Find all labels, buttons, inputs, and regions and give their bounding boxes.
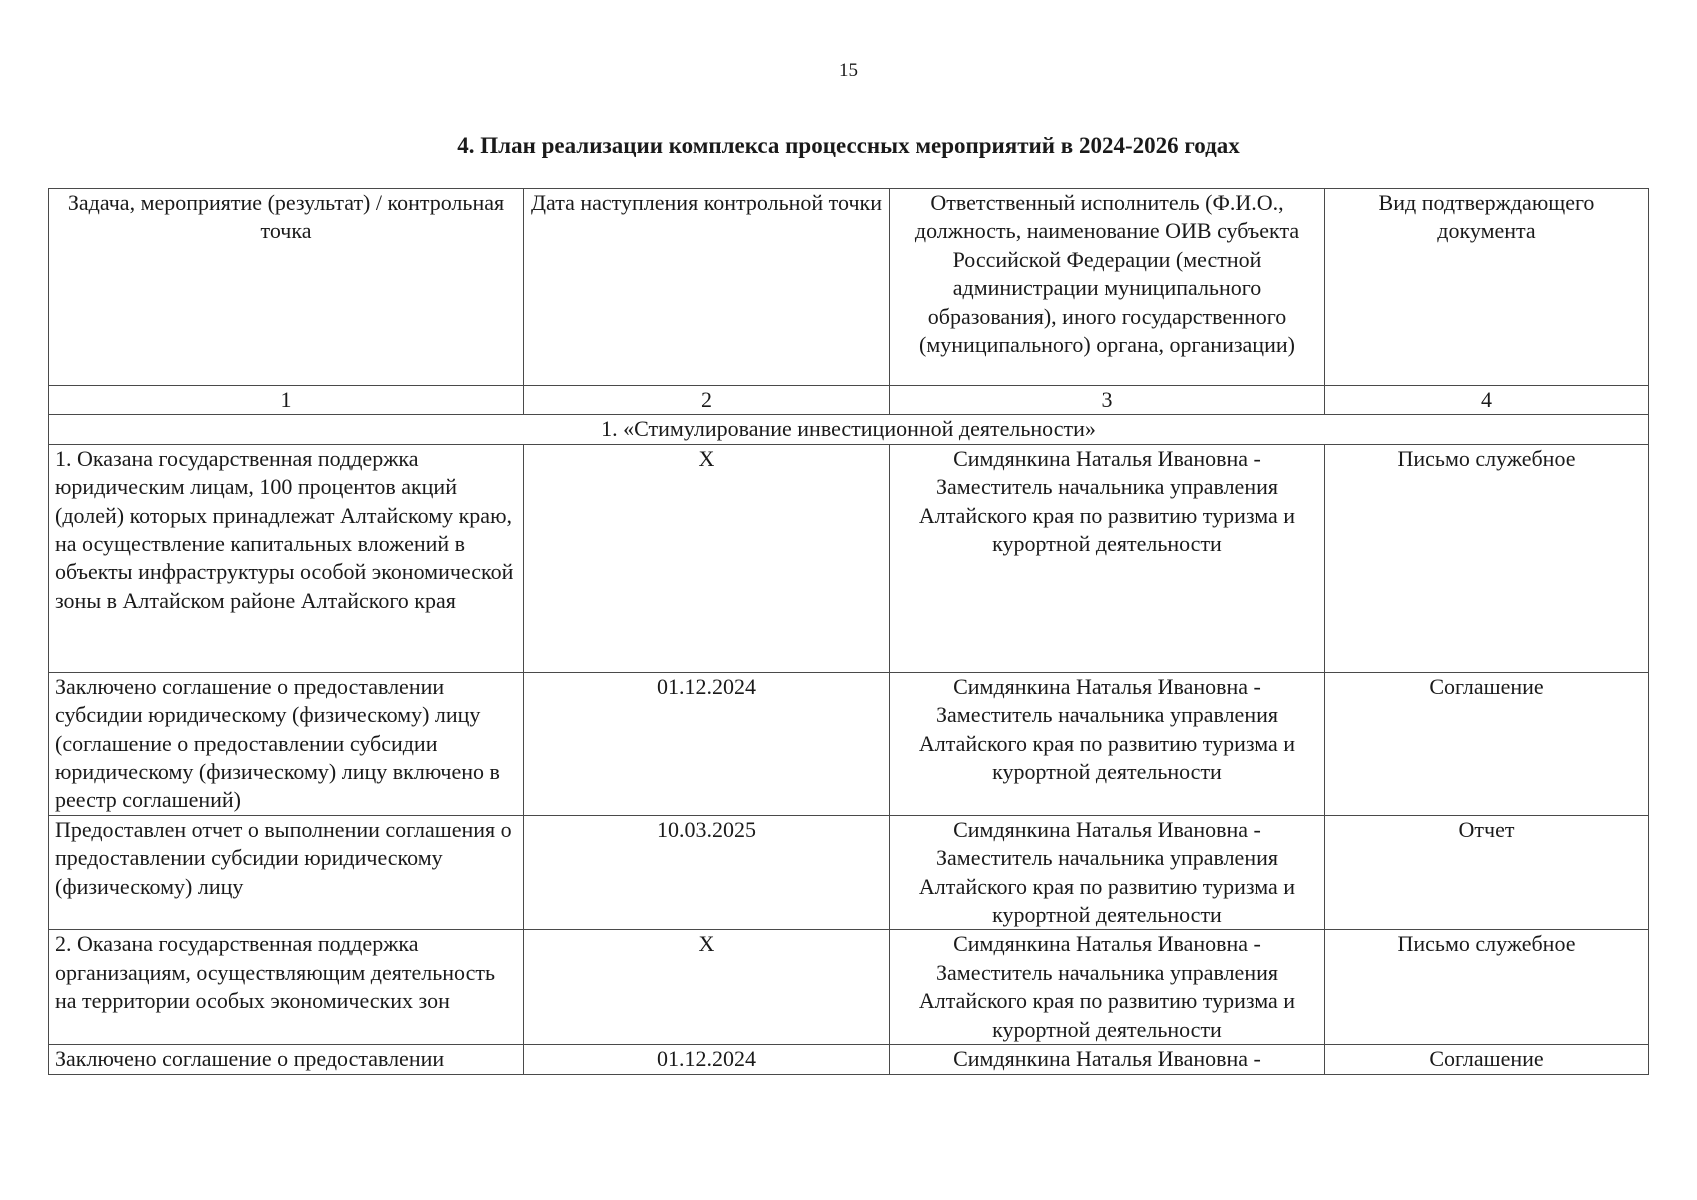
responsible-cell: Симдянкина Наталья Ивановна -: [890, 1045, 1325, 1074]
table-row: [49, 444, 1649, 672]
date-cell: 01.12.2024: [524, 1045, 890, 1074]
column-number: 3: [890, 386, 1325, 415]
document-cell: Отчет: [1325, 815, 1649, 930]
responsible-cell: Симдянкина Наталья Ивановна - Заместитель начальника управления Алтайского края по развитию туризма и курортной деятельности: [890, 444, 1325, 672]
task-cell: Заключено соглашение о предоставлении: [49, 1045, 524, 1074]
table-row: [49, 815, 1649, 930]
responsible-cell: Симдянкина Наталья Ивановна - Заместитель начальника управления Алтайского края по развитию туризма и курортной деятельности: [890, 672, 1325, 815]
document-cell: Письмо служебное: [1325, 930, 1649, 1045]
date-cell: 01.12.2024: [524, 672, 890, 815]
implementation-plan-table: [48, 188, 1649, 1075]
responsible-cell: Симдянкина Наталья Ивановна - Заместитель начальника управления Алтайского края по развитию туризма и курортной деятельности: [890, 930, 1325, 1045]
header-row: [49, 189, 1649, 386]
column-number: 2: [524, 386, 890, 415]
responsible-cell: Симдянкина Наталья Ивановна - Заместитель начальника управления Алтайского края по развитию туризма и курортной деятельности: [890, 815, 1325, 930]
header-task: Задача, мероприятие (результат) / контрольная точка: [49, 189, 524, 386]
task-cell: 2. Оказана государственная поддержка организациям, осуществляющим деятельность на территории особых экономических зон: [49, 930, 524, 1045]
document-cell: Соглашение: [1325, 672, 1649, 815]
table-row: [49, 1045, 1649, 1074]
document-cell: Соглашение: [1325, 1045, 1649, 1074]
header-document: Вид подтверждающего документа: [1325, 189, 1649, 386]
date-cell: X: [524, 930, 890, 1045]
section-title: 4. План реализации комплекса процессных мероприятий в 2024-2026 годах: [457, 133, 1240, 158]
header-responsible: Ответственный исполнитель (Ф.И.О., должность, наименование ОИВ субъекта Российской Федерации (местной администрации муниципального образования), иного государственного (муниципального) органа, организации): [890, 189, 1325, 386]
task-cell: Предоставлен отчет о выполнении соглашения о предоставлении субсидии юридическому (физическому) лицу: [49, 815, 524, 930]
task-cell: Заключено соглашение о предоставлении субсидии юридическому (физическому) лицу (соглашение о предоставлении субсидии юридическому (физическому) лицу включено в реестр соглашений): [49, 672, 524, 815]
column-number: 4: [1325, 386, 1649, 415]
column-number-row: [49, 386, 1649, 415]
page-number: 15: [839, 60, 858, 81]
table-row: [49, 930, 1649, 1045]
section-heading: 1. «Стимулирование инвестиционной деятельности»: [49, 415, 1649, 444]
table-row: [49, 672, 1649, 815]
header-date: Дата наступления контрольной точки: [524, 189, 890, 386]
task-cell: 1. Оказана государственная поддержка юридическим лицам, 100 процентов акций (долей) которых принадлежат Алтайскому краю, на осуществление капитальных вложений в объекты инфраструктуры особой экономической зоны в Алтайском районе Алтайского края: [49, 444, 524, 672]
section-row: [49, 415, 1649, 444]
document-cell: Письмо служебное: [1325, 444, 1649, 672]
date-cell: X: [524, 444, 890, 672]
column-number: 1: [49, 386, 524, 415]
date-cell: 10.03.2025: [524, 815, 890, 930]
